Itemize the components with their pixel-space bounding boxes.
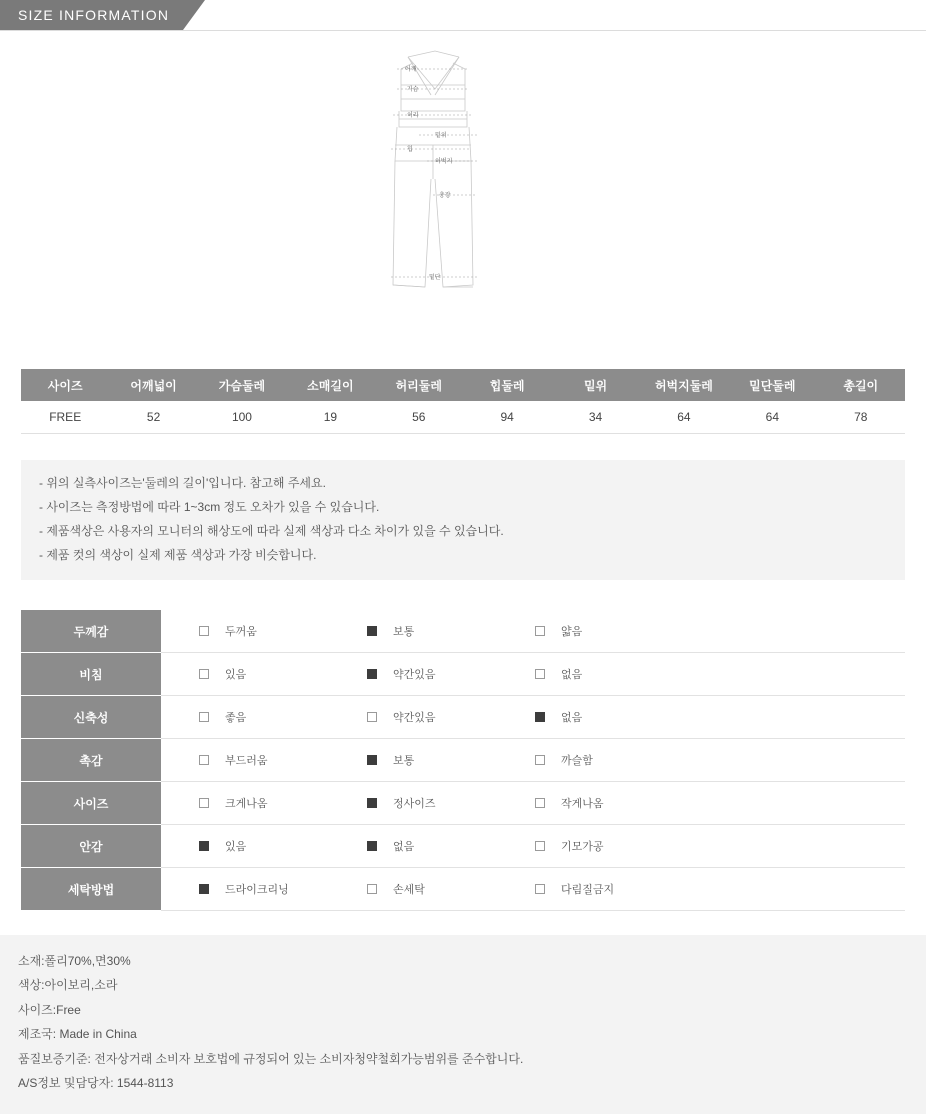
attribute-option[interactable] xyxy=(367,795,535,811)
attribute-option-label: 다림질금지 xyxy=(561,884,615,896)
figure-label-chest: 가슴 xyxy=(407,87,419,93)
attribute-option-label: 없음 xyxy=(561,712,583,724)
attribute-option-label: 좋음 xyxy=(225,712,247,724)
checkbox-icon[interactable] xyxy=(199,626,209,636)
attribute-option[interactable] xyxy=(535,709,703,725)
attribute-label: 신축성 xyxy=(21,696,161,739)
size-table-header-cell: 소매길이 xyxy=(286,369,374,401)
attribute-option[interactable] xyxy=(535,795,703,811)
size-table-cell: 64 xyxy=(728,401,816,434)
attribute-option[interactable] xyxy=(535,623,703,639)
figure-label-total-length: 총장 xyxy=(439,193,451,199)
table-row xyxy=(21,739,905,782)
checkbox-icon[interactable] xyxy=(367,755,377,765)
size-measurement-table xyxy=(21,369,905,434)
attribute-option-label: 없음 xyxy=(393,841,415,853)
attribute-option[interactable] xyxy=(535,666,703,682)
attribute-options-cell xyxy=(161,696,905,739)
header-notch-shape xyxy=(183,0,205,30)
attribute-option-label: 드라이크리닝 xyxy=(225,884,289,896)
checkbox-icon[interactable] xyxy=(367,884,377,894)
checkbox-icon[interactable] xyxy=(199,712,209,722)
product-info-line: 소재:폴리70%,면30% xyxy=(18,954,131,968)
table-row xyxy=(21,868,905,911)
checkbox-icon[interactable] xyxy=(535,626,545,636)
attribute-option[interactable] xyxy=(199,666,367,682)
attribute-option-label: 부드러움 xyxy=(225,755,268,767)
figure-label-hip: 힙 xyxy=(407,147,413,153)
size-table-cell: 94 xyxy=(463,401,551,434)
figure-label-hem: 밑단 xyxy=(429,275,441,281)
product-info-line: 사이즈:Free xyxy=(18,1002,81,1017)
size-table-cell: 34 xyxy=(551,401,639,434)
checkbox-icon[interactable] xyxy=(199,755,209,765)
checkbox-icon[interactable] xyxy=(535,669,545,679)
size-table-header-cell: 허리둘레 xyxy=(375,369,463,401)
attribute-label: 두께감 xyxy=(21,610,161,653)
size-table-cell: FREE xyxy=(21,401,109,434)
attribute-option-label: 크게나옴 xyxy=(225,798,268,810)
checkbox-icon[interactable] xyxy=(535,712,545,722)
size-table-header-cell: 어깨넓이 xyxy=(109,369,197,401)
garment-diagram xyxy=(0,31,926,361)
page-header-band xyxy=(0,0,926,30)
attribute-label: 안감 xyxy=(21,825,161,868)
checkbox-icon[interactable] xyxy=(199,884,209,894)
size-table-header-cell: 밑단둘레 xyxy=(728,369,816,401)
table-row xyxy=(21,825,905,868)
attribute-option-label: 손세탁 xyxy=(393,884,425,896)
attribute-options-cell xyxy=(161,739,905,782)
checkbox-icon[interactable] xyxy=(367,669,377,679)
product-info-line: 품질보증기준: 전자상거래 소비자 보호법에 규정되어 있는 소비자청약철회가능범위를 준수합니다. xyxy=(18,1051,524,1066)
product-info-block xyxy=(0,935,926,1114)
checkbox-icon[interactable] xyxy=(199,669,209,679)
size-note: - 제품색상은 사용자의 모니터의 해상도에 따라 실제 색상과 다소 차이가 있을 수 있습니다. xyxy=(39,524,504,538)
checkbox-icon[interactable] xyxy=(535,798,545,808)
attribute-options-cell xyxy=(161,782,905,825)
attribute-label: 사이즈 xyxy=(21,782,161,825)
product-info-line: 색상:아이보리,소라 xyxy=(18,978,118,993)
attribute-option-label: 기모가공 xyxy=(561,841,604,853)
size-table-cell: 52 xyxy=(109,401,197,434)
attribute-options-cell xyxy=(161,825,905,868)
attribute-option-label: 얇음 xyxy=(561,626,583,638)
size-table-header-cell: 총길이 xyxy=(817,369,905,401)
checkbox-icon[interactable] xyxy=(367,626,377,636)
checkbox-icon[interactable] xyxy=(367,712,377,722)
size-notes-block xyxy=(21,460,905,580)
attribute-label: 비침 xyxy=(21,653,161,696)
table-row xyxy=(21,401,905,434)
attribute-option[interactable] xyxy=(199,881,367,897)
attribute-option-label: 없음 xyxy=(561,669,583,681)
attribute-option-label: 약간있음 xyxy=(393,712,436,724)
size-table-header-cell: 가슴둘레 xyxy=(198,369,286,401)
attribute-option-label: 정사이즈 xyxy=(393,798,436,810)
size-table-cell: 64 xyxy=(640,401,728,434)
attribute-options-cell xyxy=(161,610,905,653)
table-row xyxy=(21,782,905,825)
attribute-option[interactable] xyxy=(367,881,535,897)
checkbox-icon[interactable] xyxy=(367,798,377,808)
size-table-header-cell: 밑위 xyxy=(551,369,639,401)
table-row xyxy=(21,610,905,653)
figure-label-rise: 밑위 xyxy=(435,133,447,139)
jumpsuit-illustration-svg xyxy=(373,49,553,309)
attribute-option[interactable] xyxy=(199,709,367,725)
attribute-option-label: 두꺼움 xyxy=(225,626,257,638)
attribute-option[interactable] xyxy=(535,838,703,854)
size-table-cell: 19 xyxy=(286,401,374,434)
attribute-option-label: 보통 xyxy=(393,626,415,638)
size-table-header-cell: 사이즈 xyxy=(21,369,109,401)
size-table-cell: 56 xyxy=(375,401,463,434)
size-note: - 사이즈는 측정방법에 따라 1~3cm 정도 오차가 있을 수 있습니다. xyxy=(39,500,380,514)
header-right-filler xyxy=(205,0,926,30)
attribute-option[interactable] xyxy=(199,623,367,639)
figure-label-waist: 허리 xyxy=(407,113,419,119)
figure-label-shoulder: 어깨 xyxy=(405,67,417,73)
fabric-attributes-table xyxy=(21,610,905,911)
attribute-option[interactable] xyxy=(199,838,367,854)
attribute-option-label: 까슬함 xyxy=(561,755,593,767)
attribute-option-label: 있음 xyxy=(225,841,247,853)
attribute-options-cell xyxy=(161,868,905,911)
attribute-option-label: 있음 xyxy=(225,669,247,681)
size-note: - 위의 실측사이즈는'둘레의 길이'입니다. 참고해 주세요. xyxy=(39,476,326,490)
attribute-option-label: 약간있음 xyxy=(393,669,436,681)
checkbox-icon[interactable] xyxy=(367,841,377,851)
size-table-cell: 78 xyxy=(817,401,905,434)
page-title: SIZE INFORMATION xyxy=(18,7,170,23)
attribute-option[interactable] xyxy=(367,623,535,639)
table-row xyxy=(21,696,905,739)
checkbox-icon[interactable] xyxy=(535,841,545,851)
size-table-header-cell: 허벅지둘레 xyxy=(640,369,728,401)
attribute-option[interactable] xyxy=(367,838,535,854)
attribute-label: 세탁방법 xyxy=(21,868,161,911)
attribute-label: 촉감 xyxy=(21,739,161,782)
size-note: - 제품 컷의 색상이 실제 제품 색상과 가장 비슷합니다. xyxy=(39,548,317,562)
attribute-option[interactable] xyxy=(535,752,703,768)
attribute-option[interactable] xyxy=(367,752,535,768)
figure-label-thigh: 허벅지 xyxy=(435,159,453,165)
attribute-options-cell xyxy=(161,653,905,696)
attribute-option[interactable] xyxy=(199,795,367,811)
size-table-cell: 100 xyxy=(198,401,286,434)
attribute-option[interactable] xyxy=(535,881,703,897)
attribute-option-label: 작게나옴 xyxy=(561,798,604,810)
checkbox-icon[interactable] xyxy=(199,798,209,808)
product-info-line: A/S정보 및담당자: 1544-8113 xyxy=(18,1075,174,1090)
table-row xyxy=(21,653,905,696)
attribute-option[interactable] xyxy=(367,666,535,682)
product-info-line: 제조국: Made in China xyxy=(18,1027,137,1042)
size-table-header-cell: 힙둘레 xyxy=(463,369,551,401)
size-table-header-row xyxy=(21,369,905,401)
attribute-option-label: 보통 xyxy=(393,755,415,767)
checkbox-icon[interactable] xyxy=(199,841,209,851)
attribute-option[interactable] xyxy=(367,709,535,725)
attribute-option[interactable] xyxy=(199,752,367,768)
checkbox-icon[interactable] xyxy=(535,884,545,894)
checkbox-icon[interactable] xyxy=(535,755,545,765)
